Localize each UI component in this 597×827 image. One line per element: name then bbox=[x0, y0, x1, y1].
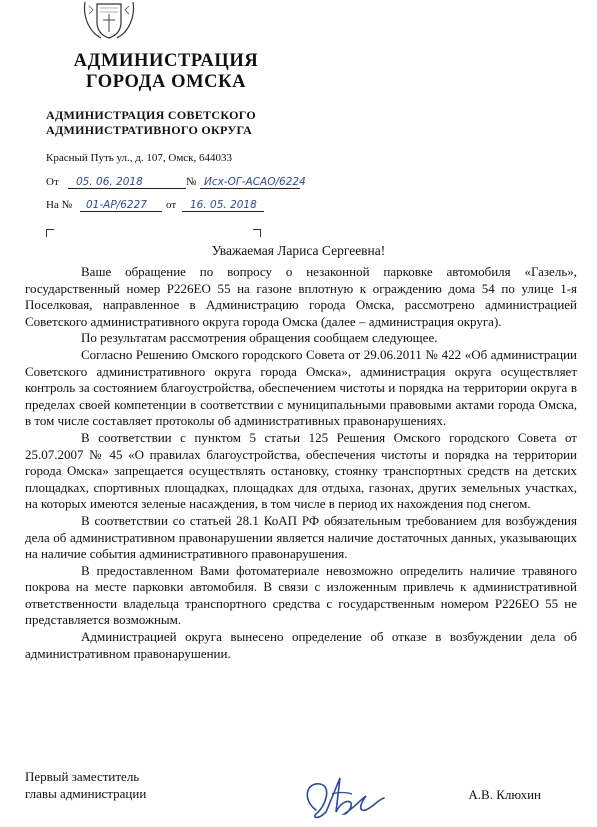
paragraph: Согласно Решению Омского городского Совета от 29.06.2011 № 422 «Об администрации Советского административного округа города Омска», администрация округа осуществляет контроль за состоянием благоустройства, обеспечением чистоты и порядка на территории округа в пределах своей компетенции в соответствии с муниципальными правовыми актами города Омска, в том числе составляет протоколы об административных правонарушениях. bbox=[25, 346, 577, 429]
coat-of-arms-emblem bbox=[79, 0, 139, 40]
ref-number-handwritten: 01-АР/6227 bbox=[86, 199, 147, 211]
ref-number-label: На № bbox=[46, 199, 73, 211]
position-line1: Первый заместитель bbox=[25, 769, 140, 784]
department-title-line2: АДМИНИСТРАТИВНОГО ОКРУГА bbox=[46, 123, 253, 137]
corner-bracket-left bbox=[46, 229, 54, 237]
from-date-handwritten: 05. 06. 2018 bbox=[76, 176, 143, 188]
letter-body bbox=[25, 264, 577, 662]
signatory-position bbox=[25, 768, 146, 802]
from-date-line bbox=[68, 188, 186, 189]
org-title-line2: ГОРОДА ОМСКА bbox=[85, 72, 247, 92]
paragraph: Администрацией округа вынесено определение об отказе в возбуждении дела об административном правонарушении. bbox=[25, 629, 577, 661]
salutation: Уважаемая Лариса Сергеевна! bbox=[211, 243, 386, 258]
org-title-line1: АДМИНИСТРАЦИЯ bbox=[73, 51, 259, 71]
organization-title bbox=[46, 51, 286, 93]
position-line2: главы администрации bbox=[25, 786, 147, 801]
number-handwritten: Исх-ОГ-АСАО/6224 bbox=[204, 176, 306, 188]
from-label: От bbox=[46, 176, 59, 188]
signatory-name: А.В. Клюхин bbox=[468, 787, 541, 802]
ref-date-line bbox=[182, 211, 264, 212]
ref-date-handwritten: 16. 05. 2018 bbox=[190, 199, 257, 211]
reference-number-row bbox=[46, 199, 306, 217]
department-title-line1: АДМИНИСТРАЦИЯ СОВЕТСКОГО bbox=[46, 108, 256, 122]
department-title bbox=[46, 108, 256, 138]
paragraph: В соответствии с пунктом 5 статьи 125 Решения Омского городского Совета от 25.07.2007 № 45 «О правилах благоустройства, обеспечения чистоты и порядка на территории города Омска» запрещается осуществлять остановку, стоянку транспортных средств на детских площадках, спортивных площадках, площадках для отдыха, газонах, других земельных участках, на которых имеются зеленые насаждения, в том числе в период их нахождения под снегом. bbox=[25, 429, 577, 512]
paragraph: Ваше обращение по вопросу о незаконной парковке автомобиля «Газель», государственный номер Р226ЕО 55 на газоне вплотную к ограждению дома 54 по улице 1-я Поселковая, направленное в Администрацию города Омска, рассмотрено администрацией Советского административного округа города Омска (далее – администрация округа). bbox=[25, 264, 577, 329]
ref-number-line bbox=[80, 211, 162, 212]
paragraph: В соответствии со статьей 28.1 КоАП РФ обязательным требованием для возбуждения дела об административном правонарушении является наличие достаточных данных, указывающих на наличие события административного правонарушения. bbox=[25, 512, 577, 562]
outgoing-number-row bbox=[46, 176, 306, 194]
paragraph: В предоставленном Вами фотоматериале невозможно определить наличие травяного покрова на месте парковки автомобиля. В связи с изложенным привлечь к административной ответственности владельца транспортного средства с государственным номером Р226ЕО 55 не представляется возможным. bbox=[25, 562, 577, 628]
number-label: № bbox=[186, 176, 197, 188]
paragraph: По результатам рассмотрения обращения сообщаем следующее. bbox=[81, 330, 438, 346]
corner-bracket-right bbox=[253, 229, 261, 237]
sender-address: Красный Путь ул., д. 107, Омск, 644033 bbox=[46, 152, 233, 164]
number-line bbox=[200, 188, 300, 189]
ref-from-label: от bbox=[166, 199, 177, 211]
handwritten-signature bbox=[296, 770, 396, 826]
